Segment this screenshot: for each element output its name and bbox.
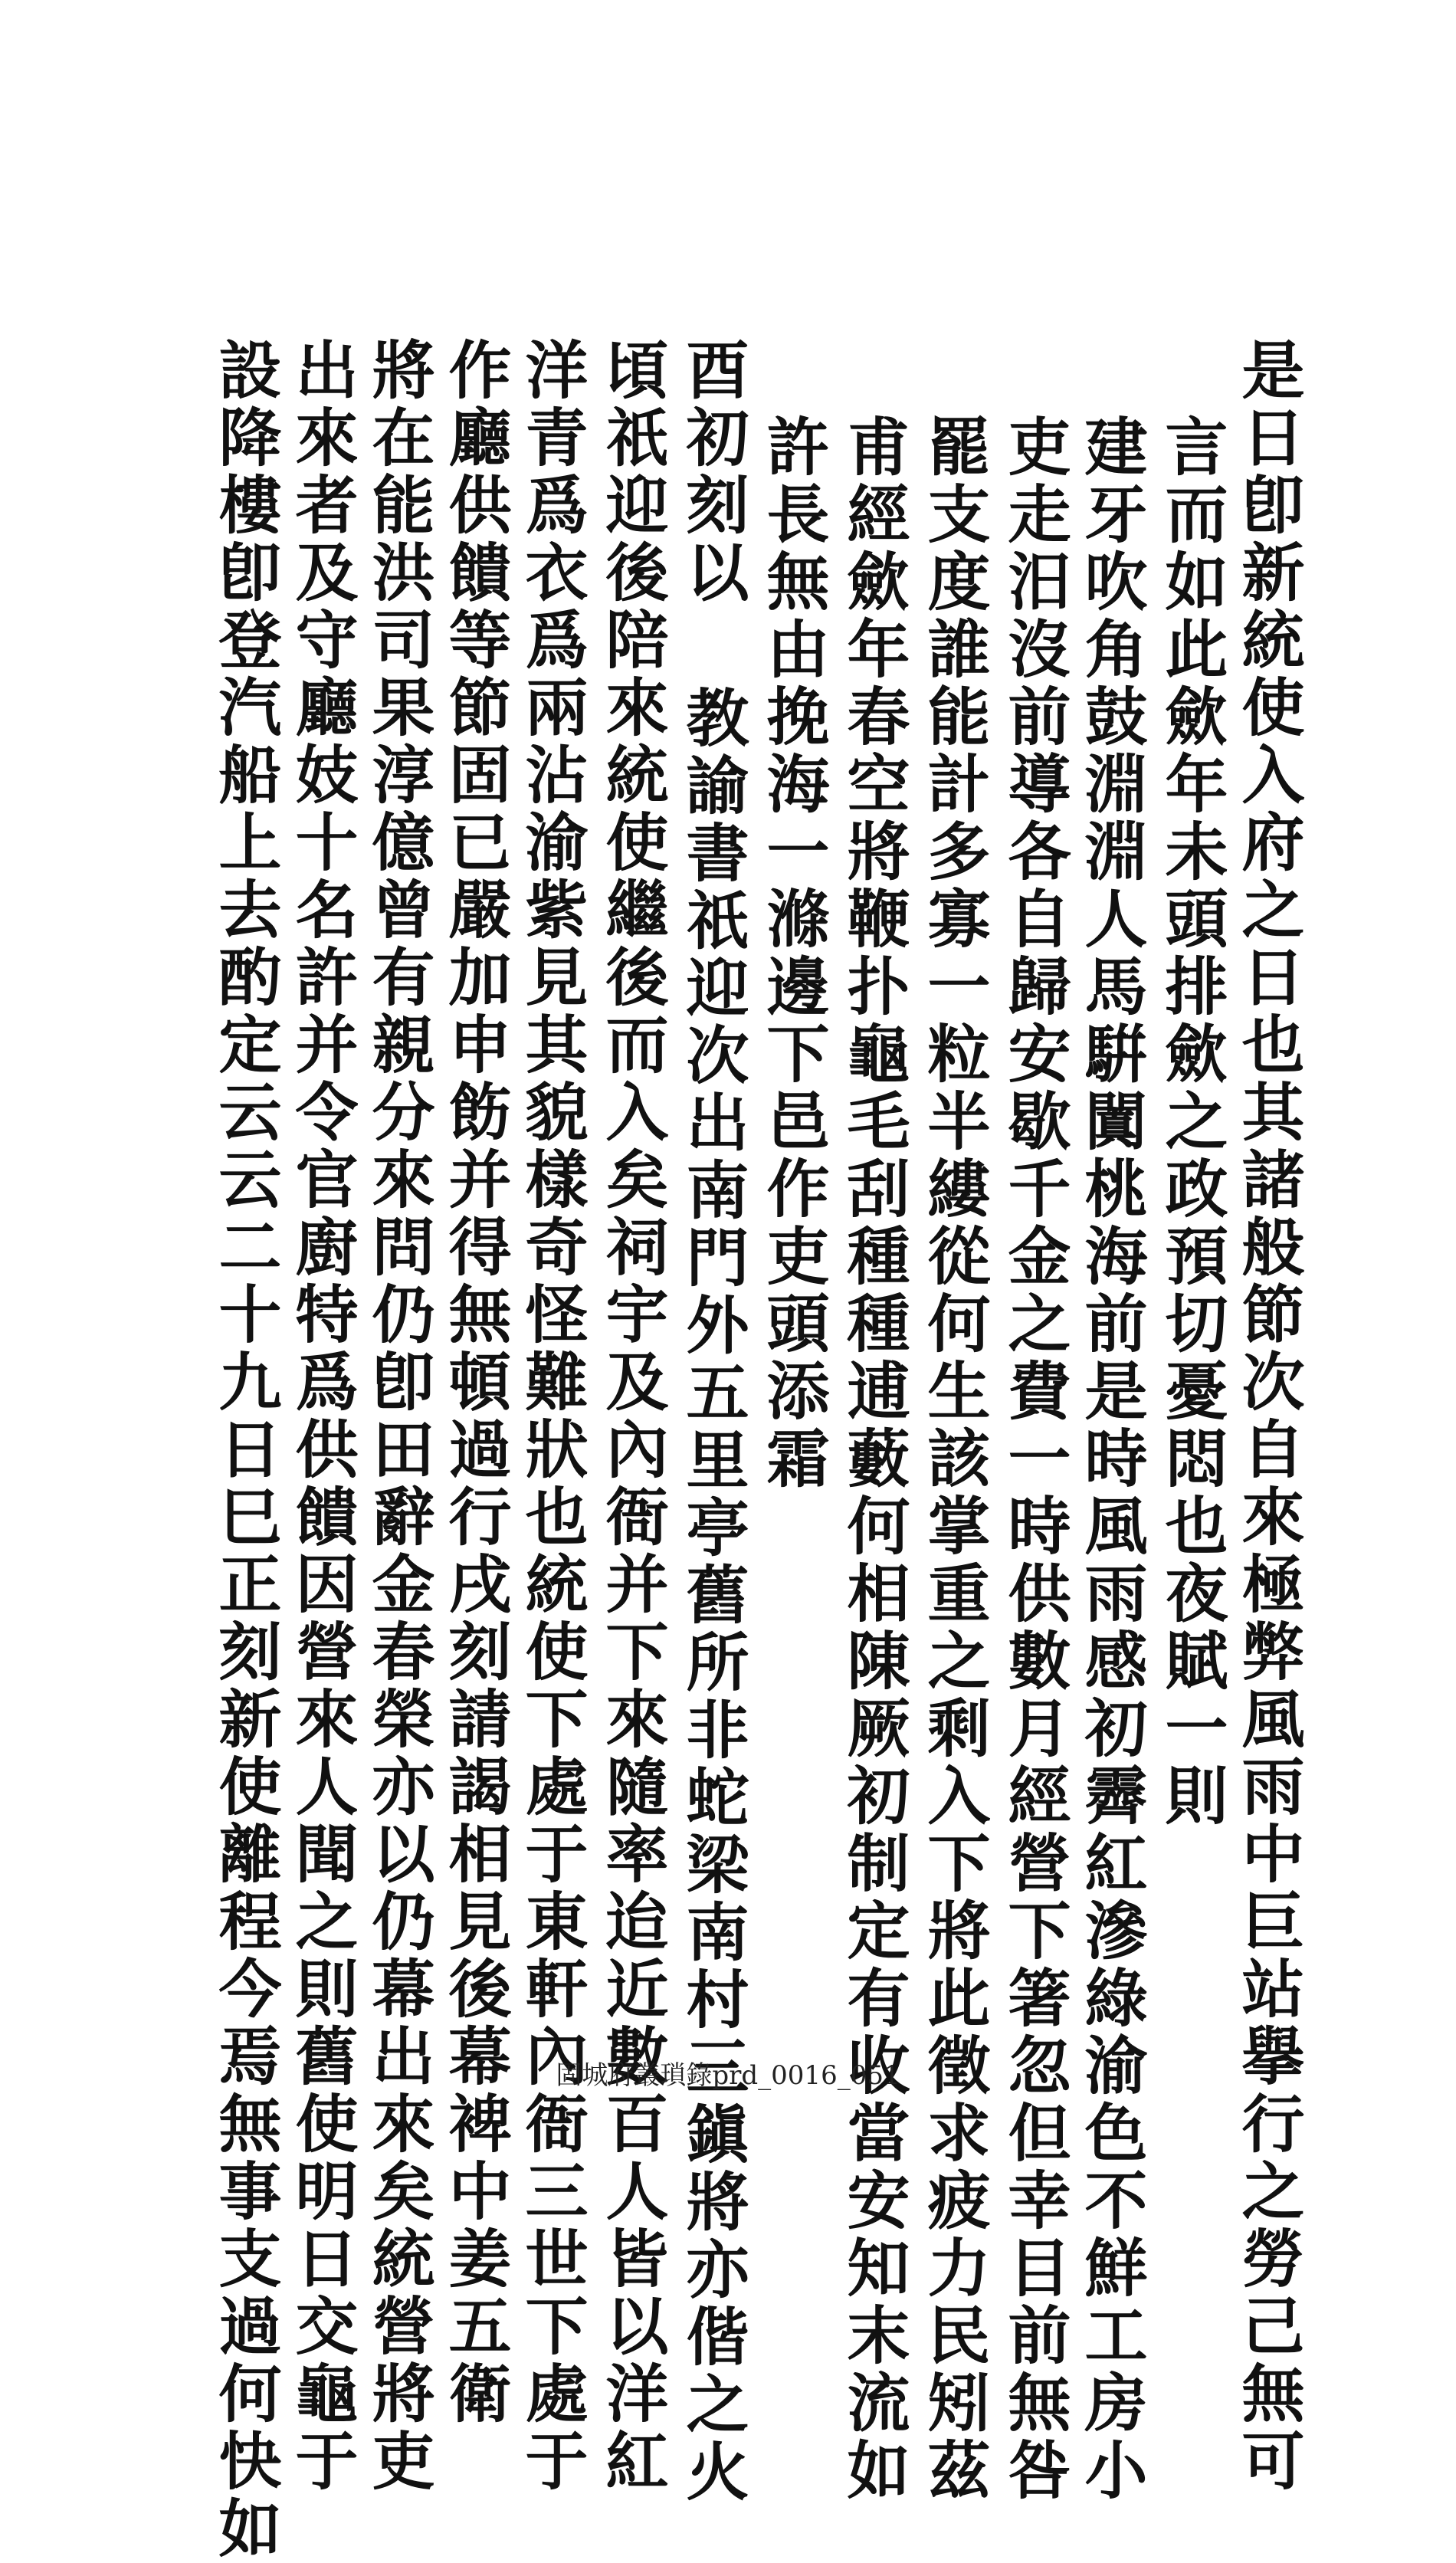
page-caption: 固城府叢瑣錄prd_0016_051: [556, 2060, 900, 2091]
text-column-7: 許長無由挽海一滌邊下邑作吏頭添霜: [756, 414, 830, 1493]
text-column-5: 罷支度誰能計多寡一粒半縷從何生該掌重之剩入下將此徵求疲力民矧茲: [917, 414, 991, 2505]
text-column-12: 將在能洪司果淳億曾有親分來問仍卽田辭金春榮亦以仍幕出來矣統營將吏: [362, 337, 435, 2496]
text-column-1: 是日卽新統使入府之日也其諸般節次自來極弊風雨中巨站擧行之勞己無可: [1231, 337, 1305, 2496]
text-column-2: 言而如此歛年未頭排歛之政預切憂悶也夜賦一則: [1155, 414, 1228, 1830]
text-column-3: 建牙吹角鼓淵淵人馬騈闐桃海前是時風雨感初霽紅滲綠渝色不鮮工房小: [1074, 414, 1148, 2505]
text-column-6: 甫經歛年春空將鞭扑龜毛刮種種逋藪何相陳厥初制定有收當安知末流如: [837, 414, 910, 2505]
text-column-4: 吏走汨沒前導各自歸安歇千金之費一時供數月經營下箸忽但幸目前無咎: [998, 414, 1071, 2505]
text-column-10: 洋青爲衣爲兩沾渝紫見其貌樣奇怪難狀也統使下處于東軒內衙三世下處于: [515, 337, 589, 2496]
text-column-11: 作廳供饋等節固已嚴加申飭并得無頓過行戌刻請謁相見後幕裨中姜五衛: [438, 337, 512, 2428]
text-column-13: 出來者及守廳妓十名許并令官廚特爲供饋因營來人聞之則舊使明日交龜于: [285, 337, 359, 2496]
text-column-9: 頃祇迎後陪來統使繼後而入矣祠宇及內衙并下來隨率迨近數百人皆以洋紅: [595, 337, 669, 2496]
text-column-14: 設降樓卽登汽船上去酌定云云二十九日巳正刻新使離程今焉無事支過何快如: [208, 337, 282, 2563]
text-column-8: 酉初刻以 教諭書祇迎次出南門外五里亭舊所非蛇梁南村三鎭將亦偕之火: [676, 337, 749, 2506]
